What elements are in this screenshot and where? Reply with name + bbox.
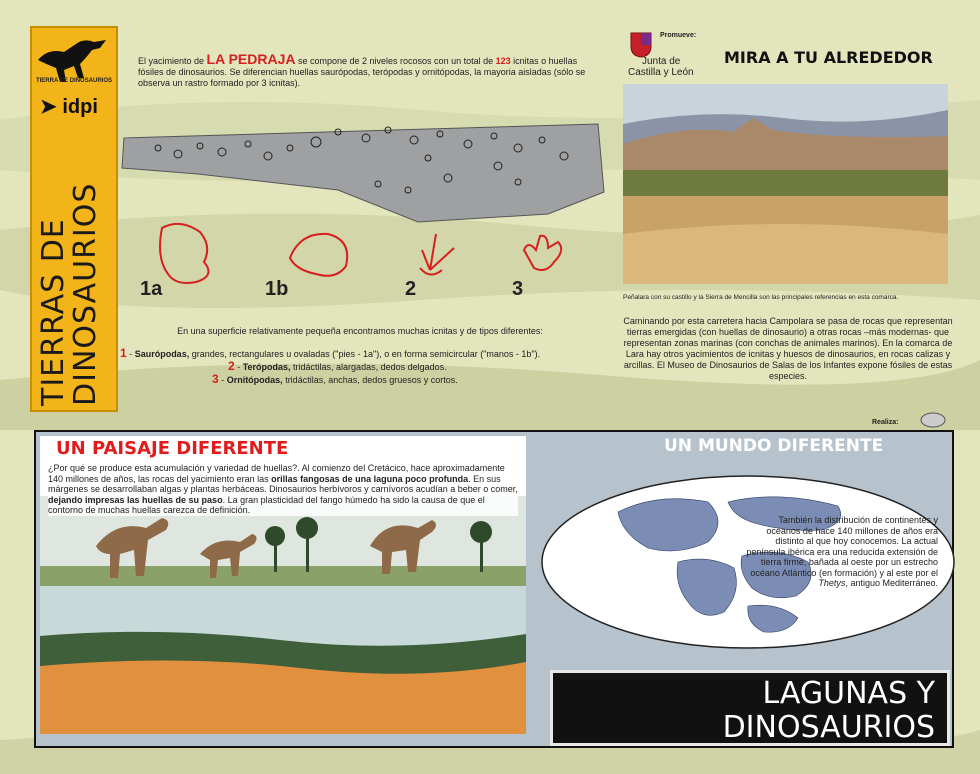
footprint-drawings [120, 210, 580, 302]
idpi-logo: ➤ idpi [40, 96, 98, 118]
footprint-label-2: 2 [405, 278, 417, 300]
mira-title: MIRA A TU ALREDEDOR [724, 48, 933, 67]
intro-text: El yacimiento de LA PEDRAJA se compone de 2 niveles rocosos con un total de 123 icnitas o huellas fósiles de dinosaurios. Se diferencian huellas saurópodas, terópodas y ornitópodas, la mayoria aisladas (sólo se observa un rastro formado por 3 icnitas). [138, 51, 586, 88]
mira-text: Caminando por esta carretera hacia Campolara se pasa de rocas que representan tierras emergidas (con huellas de dinosaurio) a otras rocas –más modernas- que representan zonas marinas (con conchas de animales marinos). En la comarca de Lara hay otros yacimientos de icnitas y huesos de dinosaurios, en rocas calizas y arcillas. El Museo de Dinosaurios de Salas de los Infantes expone fósiles de estas especies. [623, 316, 953, 381]
footprint-label-3: 3 [512, 278, 524, 300]
coat-of-arms-icon [630, 32, 652, 58]
sauropod-pes-footprint [160, 224, 209, 283]
mundo-text: También la distribución de continentes y océanos de hace 140 millones de años era distinto al que hoy conocemos. La actual península ibérica era una reducida extensión de tierra firme, bañada al oeste por un estrecho océano Atlántico (en formación) y al este por el Thetys, antiguo Mediterráneo. [746, 515, 938, 588]
types-lead: En una superficie relativamente pequeña encontramos muchas icnitas y de tipos diferentes: [177, 326, 543, 336]
site-name: LA PEDRAJA [206, 51, 296, 67]
logo-caption: TIERRA DE DINOSAURIOS [35, 78, 113, 84]
idpi-mark-icon: ➤ [40, 96, 57, 118]
photo-caption: Peñalara con su castillo y la Sierra de Mencilla son las principales referencias en esta comarca. [623, 294, 899, 301]
banner-title: TIERRAS DE DINOSAURIOS [36, 182, 103, 406]
landscape-photo [623, 84, 948, 284]
type-item-ornithopod: 3 - Ornitópodas, tridáctilas, anchas, dedos gruesos y cortos. [212, 372, 458, 386]
promoter-org: Junta de Castilla y León [628, 56, 694, 78]
footprint-types [120, 325, 600, 386]
sauropod-manus-footprint [290, 234, 347, 276]
type-item-theropod: 2 - Terópodas, tridáctilas, alargadas, dedos delgados. [228, 359, 447, 373]
theropod-footprint [420, 234, 454, 275]
ornithopod-footprint [524, 236, 561, 270]
mundo-title: UN MUNDO DIFERENTE [664, 436, 884, 456]
realiza-logo-icon [920, 412, 946, 428]
type-item-sauropod: 1 - Saurópodas, grandes, rectangulares u ovaladas ("pies - 1a"), o en forma semicircular ("manos - 1b"). [120, 346, 541, 360]
footprint-label-1a: 1a [140, 278, 163, 300]
realiza-label: Realiza: [872, 419, 899, 426]
paisaje-title: UN PAISAJE DIFERENTE [52, 438, 292, 459]
promoter-label: Promueve: [660, 32, 697, 39]
paisaje-text: ¿Por qué se produce esta acumulación y variedad de huellas?. Al comienzo del Cretácico, hace aproximadamente 140 millones de años, las rocas del yacimiento eran las orillas fangosas de una laguna poco profunda. En sus márgenes se desarrollaban algas y plantas herbáceas. Dinosaurios herbívoros y carnívoros acudían a beber o comer, dejando impresas las huellas de su paso. La gran plasticidad del fango húmedo ha sido la causa de que el contorno de muchas huellas carezca de definición. [48, 463, 518, 515]
closing-title: LAGUNAS Y DINOSAURIOS [550, 670, 950, 746]
footprint-count: 123 [495, 56, 511, 66]
footprint-label-1b: 1b [265, 278, 289, 300]
